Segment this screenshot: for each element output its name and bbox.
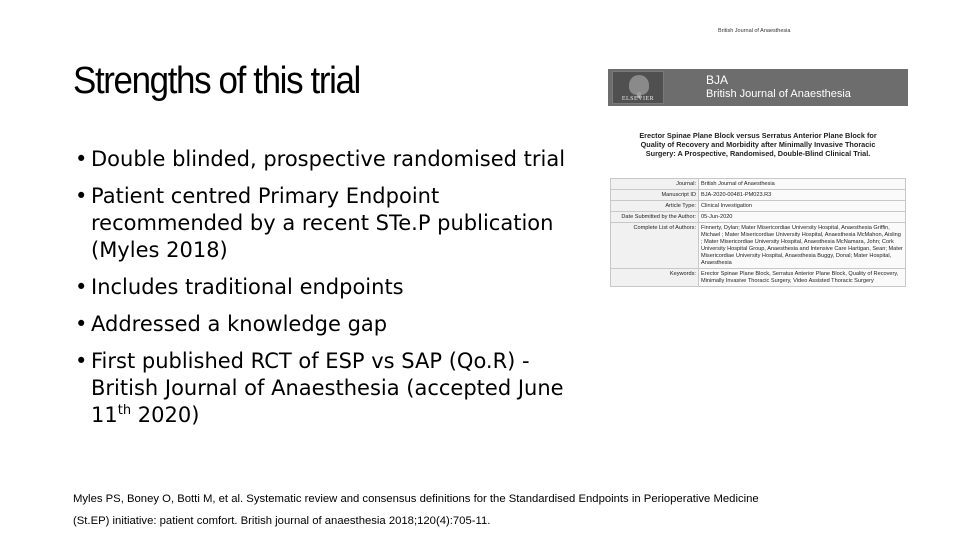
table-row — [611, 223, 906, 269]
manuscript-title: Erector Spinae Plane Block versus Serratus Anterior Plane Block for Quality of Recovery and Morbidity after Minimally Invasive Thoracic Surgery: A Prospective, Randomised, Double-Blind Clinical Trial. — [639, 131, 877, 158]
reference-line: Myles PS, Boney O, Botti M, et al. Systematic review and consensus definitions for the Standardised Endpoints in Perioperative Medicine — [73, 493, 759, 505]
table-row — [611, 179, 906, 190]
elsevier-logo — [612, 71, 664, 104]
row-label: Journal: — [611, 179, 699, 190]
journal-name: British Journal of Anaesthesia — [706, 88, 851, 100]
reference-citation — [73, 488, 873, 532]
bullet-dot: • — [75, 275, 88, 299]
journal-header: British Journal of Anaesthesia — [718, 28, 791, 34]
bullet-dot: • — [75, 349, 88, 373]
row-value: British Journal of Anaesthesia — [699, 179, 906, 190]
reference-line: (St.EP) initiative: patient comfort. British journal of anaesthesia 2018;120(4):705-11. — [73, 515, 491, 527]
row-label: Article Type: — [611, 201, 699, 212]
row-label: Keywords: — [611, 269, 699, 287]
bullet-item — [75, 146, 575, 173]
bullet-dot: • — [75, 312, 88, 336]
row-label: Date Submitted by the Author: — [611, 212, 699, 223]
bullet-text: Patient centred Primary Endpoint recommended by a recent STe.P publication (Myles 2018) — [91, 184, 554, 262]
bullet-text-end: 2020) — [131, 403, 200, 427]
bullet-text: Includes traditional endpoints — [91, 275, 404, 299]
table-row — [611, 212, 906, 223]
bullet-dot: • — [75, 147, 88, 171]
row-value: Erector Spinae Plane Block, Serratus Anterior Plane Block, Quality of Recovery, Minimally Invasive Thoracic Surgery, Video Assisted Thoracic Surgery — [699, 269, 906, 287]
bullet-item — [75, 183, 575, 264]
row-value: Finnerty, Dylan; Mater Misericordiae University Hospital, Anaesthesia Griffin, Michael ; Mater Misericordiae University Hospital, Anaesthesia McMahon, Aisling ; Mater Misericordiae University Hospital, Anaesthesia McNamara, John; Cork University Hospital Group, Anaesthesia and Intensive Care Hartigan, Sean; Mater Misericordiae University Hospital, Anaesthesia Buggy, Donal; Mater Hospital, Anaesthesia — [699, 223, 906, 269]
slide-title: Strengths of this trial — [73, 60, 360, 102]
journal-abbreviation: BJA — [706, 73, 729, 87]
bullet-text: First published RCT of ESP vs SAP (Qo.R) - British Journal of Anaesthesia (accepted June 11 — [91, 349, 564, 427]
bullet-superscript: th — [117, 403, 132, 418]
journal-banner — [608, 69, 908, 106]
bullet-item — [75, 348, 575, 429]
manuscript-image — [608, 24, 908, 314]
bullet-list — [75, 146, 575, 439]
row-value: BJA-2020-00481-PM023.R3 — [699, 190, 906, 201]
bullet-item — [75, 311, 575, 338]
bullet-item — [75, 274, 575, 301]
table-row — [611, 201, 906, 212]
bullet-text: Addressed a knowledge gap — [91, 312, 388, 336]
row-value: Clinical Investigation — [699, 201, 906, 212]
bullet-dot: • — [75, 184, 88, 208]
table-row — [611, 190, 906, 201]
row-label: Manuscript ID — [611, 190, 699, 201]
bullet-text: Double blinded, prospective randomised trial — [91, 147, 566, 171]
publisher-logo-text: ELSEVIER — [621, 96, 655, 102]
table-row — [611, 269, 906, 287]
row-label: Complete List of Authors: — [611, 223, 699, 269]
row-value: 05-Jun-2020 — [699, 212, 906, 223]
manuscript-details-table — [610, 178, 906, 287]
